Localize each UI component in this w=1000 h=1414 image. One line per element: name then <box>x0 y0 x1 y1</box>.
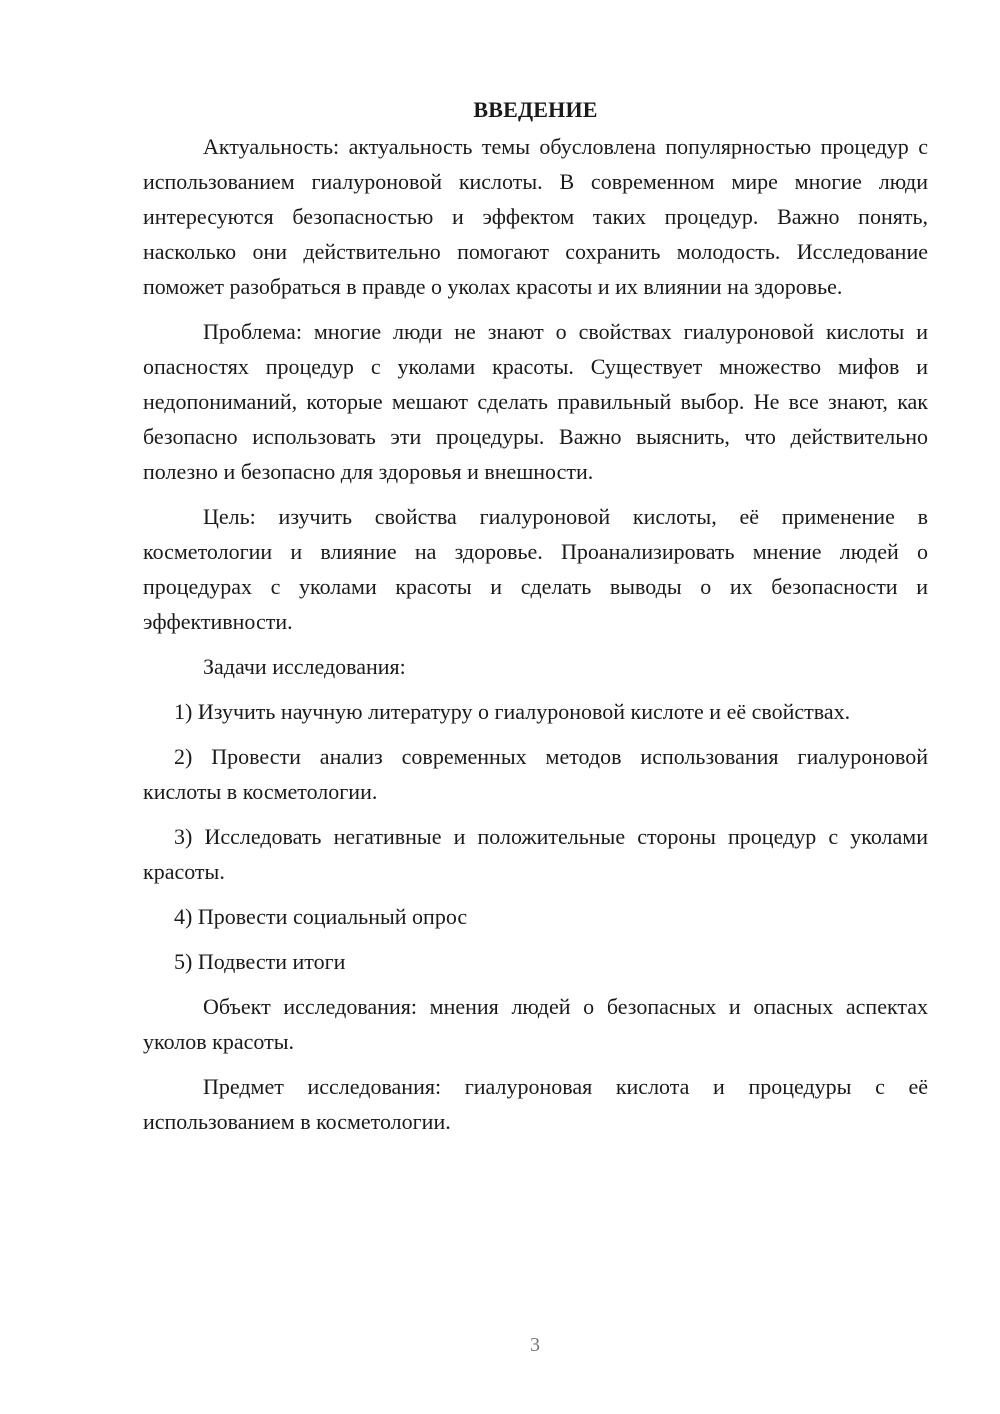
task-item-2: 2) Провести анализ современных методов использования гиалуроновой кислоты в косметологии. <box>143 744 928 804</box>
task-item-3: 3) Исследовать негативные и положительные стороны процедур с уколами красоты. <box>143 824 928 884</box>
tasks-list <box>143 694 928 979</box>
relevance-paragraph: Актуальность: актуальность темы обусловлена популярностью процедур с использованием гиалуроновой кислоты. В современном мире многие люди интересуются безопасностью и эффектом таких процедур. Важно понять, насколько они действительно помогают сохранить молодость. Исследование поможет разобраться в правде о уколах красоты и их влиянии на здоровье. <box>143 134 928 299</box>
problem-paragraph: Проблема: многие люди не знают о свойствах гиалуроновой кислоты и опасностях процедур с уколами красоты. Существует множество мифов и недопониманий, которые мешают сделать правильный выбор. Не все знают, как безопасно использовать эти процедуры. Важно выяснить, что действительно полезно и безопасно для здоровья и внешности. <box>143 319 928 484</box>
goal-paragraph: Цель: изучить свойства гиалуроновой кислоты, её применение в косметологии и влияние на здоровье. Проанализировать мнение людей о процедурах с уколами красоты и сделать выводы о их безопасности и эффективности. <box>143 504 928 634</box>
object-paragraph: Объект исследования: мнения людей о безопасных и опасных аспектах уколов красоты. <box>143 994 928 1054</box>
subject-paragraph: Предмет исследования: гиалуроновая кислота и процедуры с её использованием в косметологии. <box>143 1074 928 1134</box>
document-title: ВВЕДЕНИЕ <box>473 97 598 122</box>
tasks-heading: Задачи исследования: <box>203 654 406 679</box>
task-item-5: 5) Подвести итоги <box>174 949 346 974</box>
task-item-1: 1) Изучить научную литературу о гиалуроновой кислоте и её свойствах. <box>174 699 851 724</box>
document-page <box>143 92 928 1149</box>
task-item-4: 4) Провести социальный опрос <box>174 904 468 929</box>
page-number: 3 <box>530 1334 540 1356</box>
